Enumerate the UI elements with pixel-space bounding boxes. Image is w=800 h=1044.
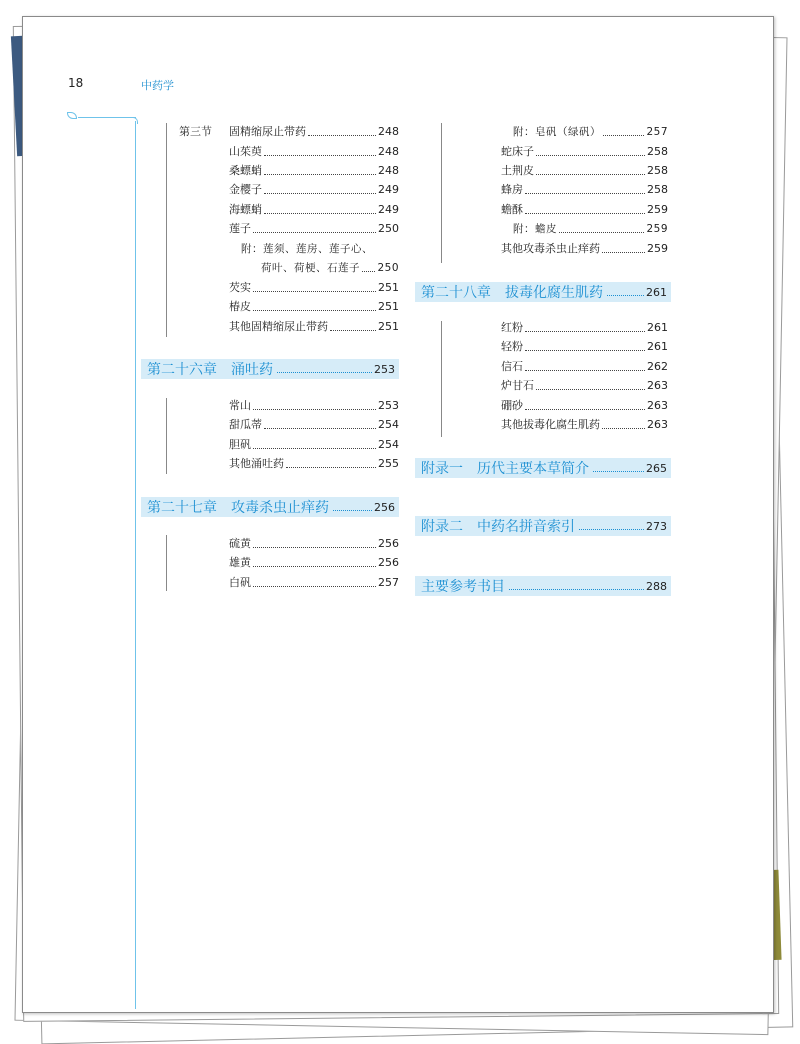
running-title: 中药学 (141, 79, 174, 92)
toc-item[interactable]: 椿皮 251 (229, 300, 399, 313)
group-bar (166, 398, 167, 474)
toc-item[interactable]: 白矾 257 (229, 576, 399, 589)
toc-section[interactable] (179, 123, 399, 141)
toc-item[interactable]: 金樱子 249 (229, 183, 399, 196)
toc-item[interactable]: 莲子 250 (229, 222, 399, 235)
page-number: 18 (68, 76, 84, 90)
leaf-icon (67, 112, 77, 119)
toc-item[interactable]: 硼砂 263 (501, 399, 668, 412)
chapter-28-heading[interactable]: 第二十八章 拔毒化腐生肌药 261 (415, 282, 671, 302)
toc-item[interactable]: 常山 253 (229, 399, 399, 412)
toc-page (22, 16, 774, 1013)
leader-dots (308, 135, 376, 136)
chapter-26-heading[interactable]: 第二十六章 涌吐药 253 (141, 359, 399, 379)
section-label: 第三节 (179, 125, 212, 138)
group-bar (441, 123, 442, 263)
section-title: 固精缩尿止带药 (229, 125, 306, 138)
toc-item[interactable]: 其他攻毒杀虫止痒药 259 (501, 242, 668, 255)
toc-item[interactable]: 其他拔毒化腐生肌药 263 (501, 418, 668, 431)
toc-item[interactable]: 芡实 251 (229, 281, 399, 294)
references-heading[interactable]: 主要参考书目 288 (415, 576, 671, 596)
toc-note[interactable]: 附：蟾皮 259 (513, 223, 668, 235)
group-bar (166, 535, 167, 591)
toc-item[interactable]: 轻粉 261 (501, 340, 668, 353)
toc-item[interactable]: 其他固精缩尿止带药 251 (229, 320, 399, 333)
toc-note[interactable]: 荷叶、荷梗、石莲子 250 (261, 262, 399, 274)
decor-rule (78, 117, 136, 118)
toc-item[interactable]: 其他涌吐药 255 (229, 457, 399, 470)
toc-item[interactable]: 蛇床子 258 (501, 145, 668, 158)
toc-item[interactable]: 炉甘石 263 (501, 379, 668, 392)
toc-item[interactable]: 海螵蛸 249 (229, 203, 399, 216)
group-bar (166, 123, 167, 337)
toc-item[interactable]: 胆矾 254 (229, 438, 399, 451)
page-ref: 248 (378, 125, 399, 138)
toc-item[interactable]: 红粉 261 (501, 321, 668, 334)
appendix-1-heading[interactable]: 附录一 历代主要本草简介 265 (415, 458, 671, 478)
toc-item[interactable]: 蜂房 258 (501, 183, 668, 196)
toc-item[interactable]: 信石 262 (501, 360, 668, 373)
toc-item[interactable]: 桑螵蛸 248 (229, 164, 399, 177)
appendix-2-heading[interactable]: 附录二 中药名拼音索引 273 (415, 516, 671, 536)
toc-item[interactable]: 土荆皮 258 (501, 164, 668, 177)
toc-item[interactable]: 蟾酥 259 (501, 203, 668, 216)
decor-rule (135, 121, 136, 1009)
toc-note[interactable]: 附：皂矾（绿矾） 257 (513, 126, 668, 138)
chapter-27-heading[interactable]: 第二十七章 攻毒杀虫止痒药 256 (141, 497, 399, 517)
group-bar (441, 321, 442, 437)
toc-note: 附：莲须、莲房、莲子心、 (241, 243, 373, 255)
toc-item[interactable]: 雄黄 256 (229, 556, 399, 569)
toc-item[interactable]: 甜瓜蒂 254 (229, 418, 399, 431)
toc-item[interactable]: 硫黄 256 (229, 537, 399, 550)
toc-item[interactable]: 山茱萸 248 (229, 145, 399, 158)
